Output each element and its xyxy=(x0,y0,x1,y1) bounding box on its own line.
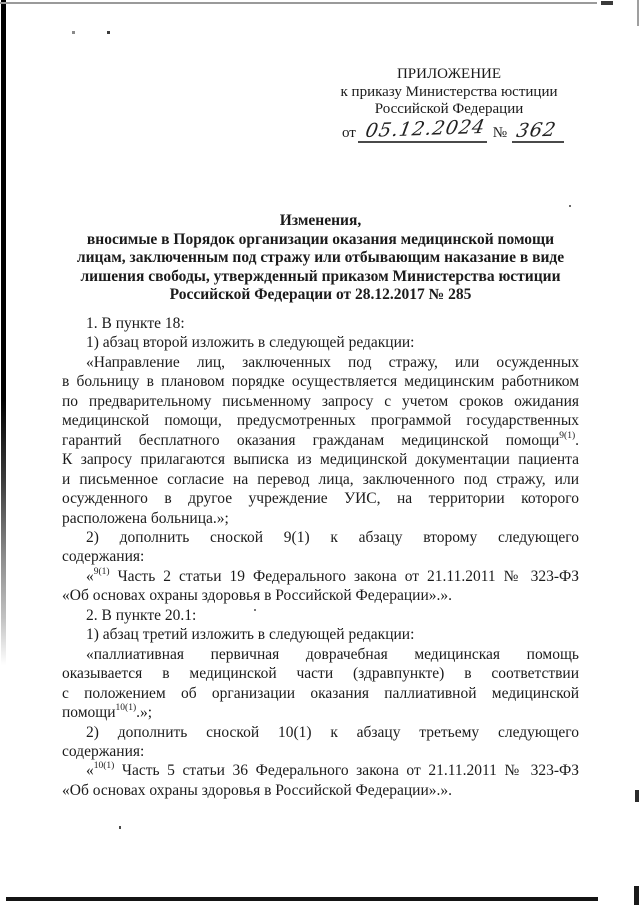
footnote-ref: 10(1) xyxy=(115,702,137,713)
title-line: Российской Федерации от 28.12.2017 № 285 xyxy=(169,286,472,304)
date-underline-field xyxy=(358,116,488,143)
body-line: «Об основах охраны здоровья в Российской Федерации».». xyxy=(62,781,452,799)
scan-artifact-bottom-line xyxy=(6,897,598,901)
header-federation-line: Российской Федерации xyxy=(374,101,524,118)
title-line: лишения свободы, утвержденный приказом Министерства юстиции xyxy=(80,267,561,285)
body-line: помощи$^{10(1)}$.»; xyxy=(62,702,153,722)
body-line: расположена больница.»; xyxy=(62,509,229,527)
scan-speck xyxy=(107,31,110,34)
scan-artifact-right-dash xyxy=(634,886,639,905)
body-line: 2) дополнить сноской 9(1) к абзацу второму следующего xyxy=(86,528,579,546)
body-line: К запросу прилагаются выписка из медицинской документации пациента xyxy=(62,451,579,469)
date-prefix-label: от xyxy=(342,125,356,142)
body-line: оказывается в медицинской части (здравпункте) в соответствии xyxy=(62,665,579,683)
scan-artifact-right-edge xyxy=(637,0,639,26)
number-prefix-label: № xyxy=(492,125,507,142)
scan-speck xyxy=(119,826,121,829)
body-line: по предварительному письменному запросу с учетом сроков ожидания xyxy=(62,392,579,410)
scan-artifact-right-dash xyxy=(635,790,639,802)
footnote-ref: 10(1) xyxy=(93,761,115,772)
header-appendix-label: ПРИЛОЖЕНИЕ xyxy=(396,66,502,82)
footnote-ref: 9(1) xyxy=(559,430,576,441)
scan-speck xyxy=(72,31,75,34)
scan-artifact-top-line xyxy=(0,2,597,4)
body-line: «$^{9(1)}$ Часть 2 статьи 19 Федерального закона от 21.11.2011 № 323-ФЗ xyxy=(86,566,579,585)
title-line: лицам, заключенным под стражу или отбывающим наказание в виде xyxy=(76,249,565,267)
body-line: 2. В пункте 20.1: xyxy=(86,606,197,624)
body-line: «Направление лиц, заключенных под стражу, или осужденных xyxy=(86,353,579,371)
scan-speck xyxy=(569,205,571,207)
handwritten-date: 05.12.2024 xyxy=(363,116,488,143)
body-line: содержания: xyxy=(62,742,145,760)
body-line: и письменное согласие на перевод лица, заключенного под стражу, или xyxy=(62,470,579,488)
body-line: «$^{10(1)}$ Часть 5 статьи 36 Федерального закона от 21.11.2011 № 323-ФЗ xyxy=(86,761,579,780)
document-body xyxy=(62,314,579,800)
header-order-line: к приказу Министерства юстиции xyxy=(340,83,558,100)
handwritten-number: 362 xyxy=(514,118,559,143)
footnote-ref: 9(1) xyxy=(93,566,110,577)
body-line: медицинской помощи, предусмотренных программой государственных xyxy=(62,412,579,430)
body-line: 2) дополнить сноской 10(1) к абзацу третьему следующего xyxy=(86,723,579,741)
title-line: вносимые в Порядок организации оказания медицинской помощи xyxy=(86,230,555,248)
body-line: содержания: xyxy=(62,548,145,566)
body-line: с положением об организации оказания паллиативной медицинской xyxy=(62,684,579,702)
body-line: «паллиативная первичная доврачебная медицинская помощь xyxy=(86,645,579,663)
body-line: 1) абзац третий изложить в следующей редакции: xyxy=(86,626,415,644)
order-date-number-row xyxy=(332,116,566,143)
body-line: гарантий бесплатного оказания гражданам медицинской помощи$^{9(1)}$. xyxy=(62,430,579,449)
order-header xyxy=(332,66,566,143)
title-line: Изменения, xyxy=(279,212,362,229)
scan-artifact-left-bar xyxy=(1,0,6,665)
number-underline-field xyxy=(512,119,564,143)
body-line: 1. В пункте 18: xyxy=(86,315,185,332)
body-line: «Об основах охраны здоровья в Российской Федерации».». xyxy=(62,587,452,605)
scan-artifact-top-dash xyxy=(601,1,613,5)
body-line: осужденного в другое учреждение УИС, на территории которого xyxy=(62,490,579,508)
document-title xyxy=(62,212,579,305)
body-line: в больницу в плановом порядке осуществляется медицинским работником xyxy=(62,373,579,391)
body-line: 1) абзац второй изложить в следующей редакции: xyxy=(86,334,415,352)
